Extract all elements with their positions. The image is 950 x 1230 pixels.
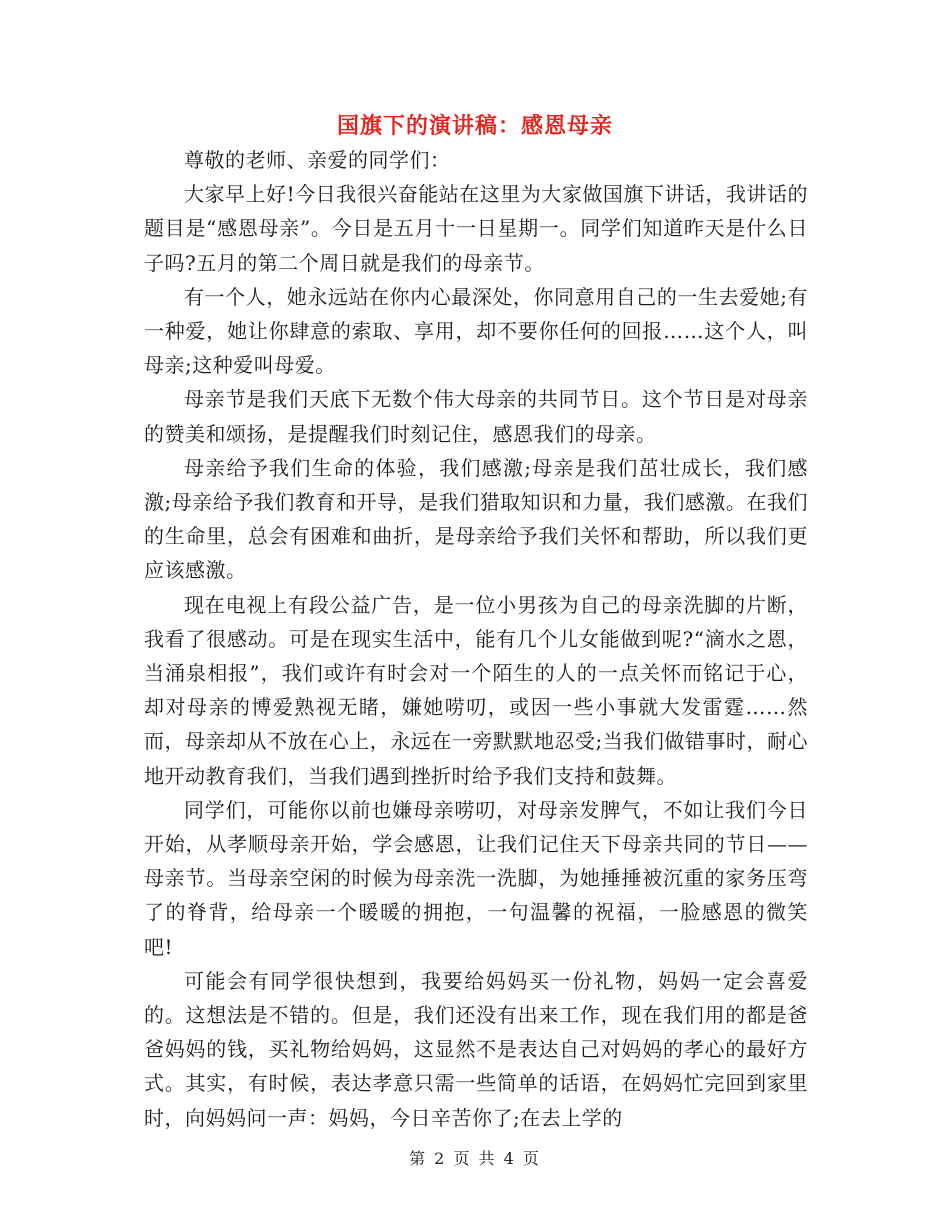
document-body [144,143,808,1135]
paragraph: 可能会有同学很快想到，我要给妈妈买一份礼物，妈妈一定会喜爱的。这想法是不错的。但是，我们还没有出来工作，现在我们用的都是爸爸妈妈的钱，买礼物给妈妈，这显然不是表达自己对妈妈的孝心的最好方式。其实，有时候，表达孝意只需一些简单的话语，在妈妈忙完回到家里时，向妈妈问一声：妈妈，今日辛苦你了;在去上学的 [144,968,808,1130]
page-number-footer: 第 2 页 共 4 页 [409,1149,541,1168]
document-title: 国旗下的演讲稿：感恩母亲 [336,113,613,139]
paragraph: 有一个人，她永远站在你内心最深处，你同意用自己的一生去爱她;有一种爱，她让你肆意的索取、享用，却不要你任何的回报……这个人，叫母亲;这种爱叫母爱。 [144,284,808,378]
paragraph: 母亲节是我们天底下无数个伟大母亲的共同节日。这个节日是对母亲的赞美和颂扬，是提醒我们时刻记住，感恩我们的母亲。 [144,387,808,446]
paragraph: 母亲给予我们生命的体验，我们感激;母亲是我们茁壮成长，我们感激;母亲给予我们教育和开导，是我们猎取知识和力量，我们感激。在我们的生命里，总会有困难和曲折，是母亲给予我们关怀和帮助，所以我们更应该感激。 [144,455,808,583]
paragraph-greeting: 尊敬的老师、亲爱的同学们： [184,148,451,172]
paragraph: 现在电视上有段公益广告，是一位小男孩为自己的母亲洗脚的片断，我看了很感动。可是在现实生活中，能有几个儿女能做到呢?“滴水之恩，当涌泉相报”，我们或许有时会对一个陌生的人的一点关怀而铭记于心，却对母亲的博爱熟视无睹，嫌她唠叨，或因一些小事就大发雷霆……然而，母亲却从不放在心上，永远在一旁默默地忍受;当我们做错事时，耐心地开动教育我们，当我们遇到挫折时给予我们支持和鼓舞。 [144,592,808,788]
paragraph: 大家早上好!今日我很兴奋能站在这里为大家做国旗下讲话，我讲话的题目是“感恩母亲”。今日是五月十一日星期一。同学们知道昨天是什么日子吗?五月的第二个周日就是我们的母亲节。 [144,182,808,275]
paragraph: 同学们，可能你以前也嫌母亲唠叨，对母亲发脾气，不如让我们今日开始，从孝顺母亲开始，学会感恩，让我们记住天下母亲共同的节日——母亲节。当母亲空闲的时候为母亲洗一洗脚，为她捶捶被沉重的家务压弯了的脊背，给母亲一个暖暖的拥抱，一句温馨的祝福，一脸感恩的微笑吧! [144,797,808,959]
